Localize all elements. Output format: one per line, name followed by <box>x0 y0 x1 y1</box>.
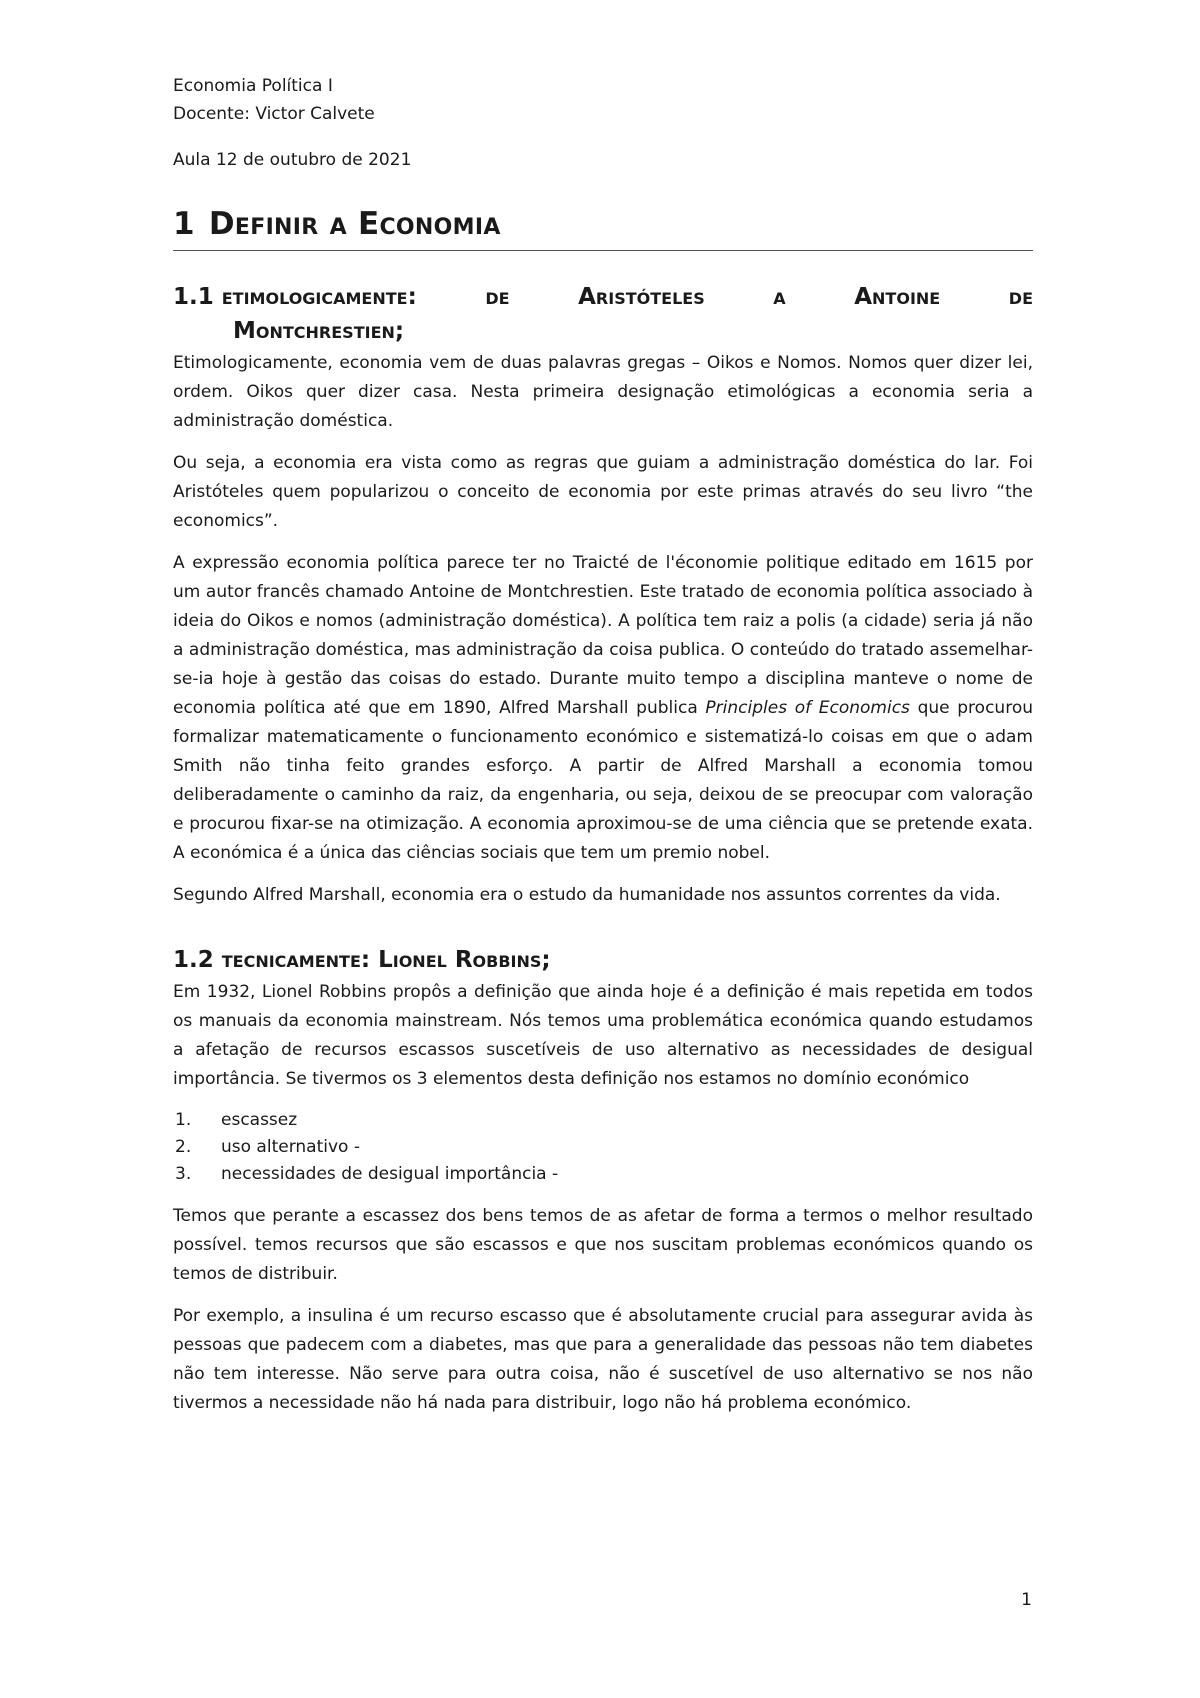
paragraph: Ou seja, a economia era vista como as regras que guiam a administração doméstica do lar. Foi Aristóteles quem popularizou o conceito de economia por este primas através do seu livro “the economics”. <box>173 453 1033 531</box>
list-item-number: 1. <box>175 1110 192 1130</box>
course-title: Economia Política I <box>173 76 333 96</box>
list-item-text: uso alternativo - <box>221 1137 360 1157</box>
section-1-1-number: 1.1 <box>173 284 214 310</box>
list-item <box>173 1161 1033 1188</box>
section-1-1-title-line1: etimologicamente: de Aristóteles a Antoine de <box>221 284 1033 310</box>
section-1-2-heading <box>173 944 1033 976</box>
section-1-1-title-line2: Montchrestien; <box>233 318 405 344</box>
document-page <box>173 72 1033 1431</box>
paragraph <box>173 549 1033 868</box>
section-1-heading <box>173 204 1033 251</box>
paragraph-text: A expressão economia política parece ter no Traicté de l'économie politique editado em 1615 por um autor francês chamado Antoine de Montchrestien. Este tratado de economia política associado à ideia do Oikos e nomos (administração doméstica). A política tem raiz a polis (a cidade) seria já não a administração doméstica, mas administração da coisa publica. O conteúdo do tratado assemelhar-se-ia hoje à gestão das coisas do estado. Durante muito tempo a disciplina manteve o nome de economia política até que em 1890, Alfred Marshall publica <box>173 553 1033 718</box>
list-item-number: 3. <box>175 1164 192 1184</box>
section-1-2-number: 1.2 <box>173 947 214 973</box>
paragraph-text: que procurou formalizar matematicamente o funcionamento económico e sistematizá-lo coisas em que o adam Smith não tinha feito grandes esforço. A partir de Alfred Marshall a economia tomou deliberadamente o caminho da raiz, da engenharia, ou seja, deixou de se preocupar com valoração e procurou fixar-se na otimização. A economia aproximou-se de uma ciência que se pretende exata. A económica é a única das ciências sociais que tem um premio nobel. <box>173 698 1033 863</box>
list-item <box>173 1134 1033 1161</box>
paragraph: Segundo Alfred Marshall, economia era o estudo da humanidade nos assuntos correntes da vida. <box>173 885 1001 905</box>
book-title: Principles of Economics <box>705 698 910 718</box>
list-item <box>173 1107 1033 1134</box>
section-1-title: Definir a Economia <box>208 206 501 242</box>
list-item-text: escassez <box>221 1110 298 1130</box>
section-1-2-title: tecnicamente: Lionel Robbins; <box>221 947 551 973</box>
list-item-text: necessidades de desigual importância - <box>221 1164 559 1184</box>
teacher-line: Docente: Victor Calvete <box>173 104 375 124</box>
page-number: 1 <box>1021 1590 1032 1610</box>
list-item-number: 2. <box>175 1137 192 1157</box>
paragraph: Etimologicamente, economia vem de duas palavras gregas – Oikos e Nomos. Nomos quer dizer lei, ordem. Oikos quer dizer casa. Nesta primeira designação etimológicas a economia seria a administração doméstica. <box>173 353 1033 431</box>
section-1-1-heading <box>173 281 1033 313</box>
paragraph: Temos que perante a escassez dos bens temos de as afetar de forma a termos o melhor resultado possível. temos recursos que são escassos e que nos suscitam problemas económicos quando os temos de distribuir. <box>173 1206 1033 1284</box>
paragraph: Em 1932, Lionel Robbins propôs a definição que ainda hoje é a definição é mais repetida em todos os manuais da economia mainstream. Nós temos uma problemática económica quando estudamos a afetação de recursos escassos suscetíveis de uso alternativo as necessidades de desigual importância. Se tivermos os 3 elementos desta definição nos estamos no domínio económico <box>173 982 1033 1089</box>
lecture-date: Aula 12 de outubro de 2021 <box>173 150 412 170</box>
numbered-list <box>173 1107 1033 1188</box>
paragraph: Por exemplo, a insulina é um recurso escasso que é absolutamente crucial para assegurar avida às pessoas que padecem com a diabetes, mas que para a generalidade das pessoas não tem diabetes não tem interesse. Não serve para outra coisa, não é suscetível de uso alternativo se nos não tivermos a necessidade não há nada para distribuir, logo não há problema económico. <box>173 1306 1033 1413</box>
section-1-number: 1 <box>173 206 195 242</box>
